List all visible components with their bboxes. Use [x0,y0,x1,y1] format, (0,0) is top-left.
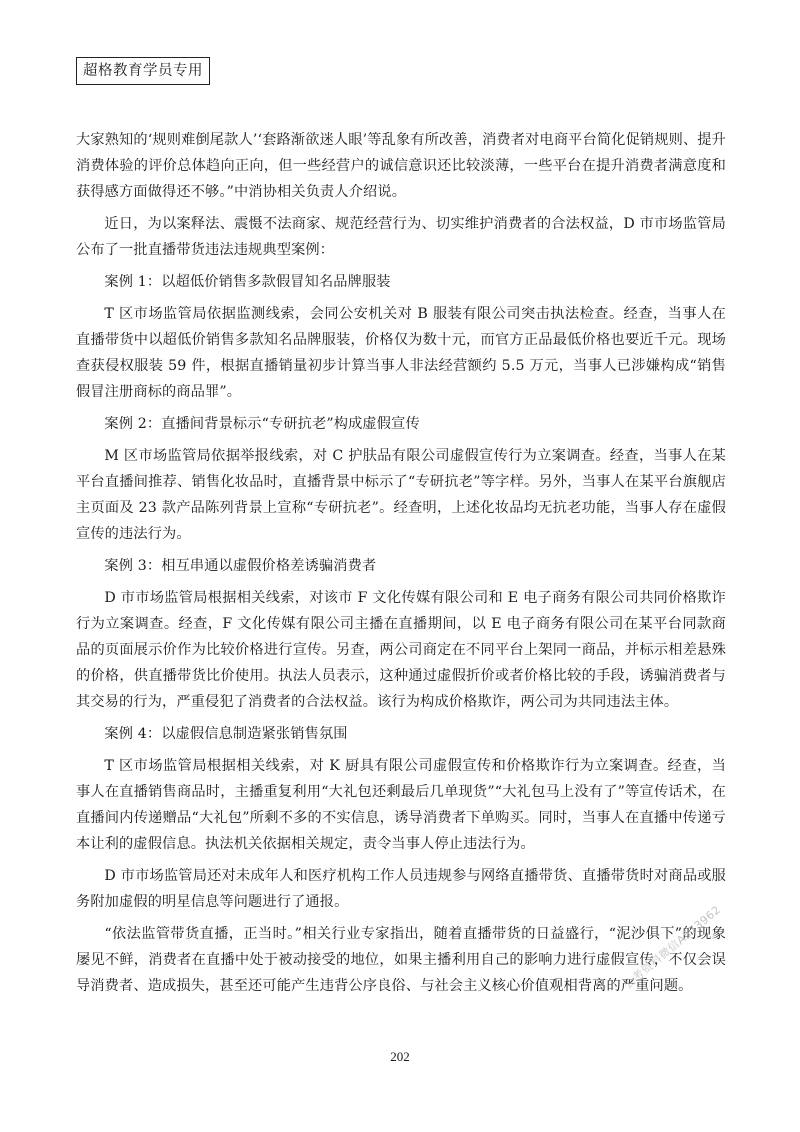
paragraph-expert-comment: “依法监管带货直播，正当时。”相关行业专家指出，随着直播带货的日益盛行，“泥沙俱下”的现象屡见不鲜，消费者在直播中处于被动接受的地位，如果主播利用自己的影响力进行虚假宣传，不仅会误导消费者、造成损失，甚至还可能产生违背公序良俗、与社会主义核心价值观相背离的严重问题。 [76,926,726,994]
watermark: 公考资料微信A573962 [621,903,724,992]
case-1-body: T 区市场监管局依据监测线索，会同公安机关对 B 服装有限公司突击执法检查。经查，当事人在直播带货中以超低价销售多款知名品牌服装，价格仅为数十元，而官方正品最低价格也要近千元。现场查获侵权服装 59 件，根据直播销量初步计算当事人非法经营额约 5.5 万元，当事人已涉嫌构成“销售假冒注册商标的商品罪”。 [76,306,726,400]
case-2-body: M 区市场监管局依据举报线索，对 C 护肤品有限公司虚假宣传行为立案调查。经查，当事人在某平台直播间推荐、销售化妆品时，直播背景中标示了“专研抗老”等字样。另外，当事人在某平台旗舰店主页面及 23 款产品陈列背景上宣称“专研抗老”。经查明，上述化妆品均无抗老功能，当事人存在虚假宣传的违法行为。 [76,448,726,542]
page-number: 202 [390,1049,410,1064]
header-label: 超格教育学员专用 [76,57,210,85]
case-3-heading: 案例 3：相互串通以虚假价格差诱骗消费者 [104,558,377,574]
case-2-heading: 案例 2：直播间背景标示“专研抗老”构成虚假宣传 [104,416,420,432]
case-1-heading: 案例 1：以超低价销售多款假冒知名品牌服装 [104,274,391,290]
paragraph-announcement: 近日，为以案释法、震慑不法商家、规范经营行为、切实维护消费者的合法权益，D 市市场监管局公布了一批直播带货违法违规典型案例： [76,216,726,258]
case-4-body: T 区市场监管局根据相关线索，对 K 厨具有限公司虚假宣传和价格欺诈行为立案调查。经查，当事人在直播销售商品时，主播重复利用“大礼包还剩最后几单现货”“大礼包马上没有了”等宣传话术，在直播间内传递赠品“大礼包”所剩不多的不实信息，诱导消费者下单购买。同时，当事人在直播中传递亏本让利的虚假信息。执法机关依据相关规定，责令当事人停止违法行为。 [76,758,726,852]
paragraph-intro-continuation: 大家熟知的‘规则难倒尾款人’‘套路渐欲迷人眼’等乱象有所改善，消费者对电商平台简化促销规则、提升消费体验的评价总体趋向正向，但一些经营户的诚信意识还比较淡薄，一些平台在提升消费者满意度和获得感方面做得还不够。”中消协相关负责人介绍说。 [76,132,726,200]
case-3-body: D 市市场监管局根据相关线索，对该市 F 文化传媒有限公司和 E 电子商务有限公司共同价格欺诈行为立案调查。经查，F 文化传媒有限公司主播在直播期间，以 E 电子商务有限公司在某平台同款商品的页面展示价作为比较价格进行宣传。另查，两公司商定在不同平台上架同一商品，并标示相差悬殊的价格，供直播带货比价使用。执法人员表示，这种通过虚假折价或者价格比较的手段，诱骗消费者与其交易的行为，严重侵犯了消费者的合法权益。该行为构成价格欺诈，两公司为共同违法主体。 [76,590,726,710]
paragraph-notice: D 市市场监管局还对未成年人和医疗机构工作人员违规参与网络直播带货、直播带货时对商品或服务附加虚假的明星信息等问题进行了通报。 [76,868,726,910]
article-body [76,127,726,999]
case-4-heading: 案例 4：以虚假信息制造紧张销售氛围 [104,726,348,742]
